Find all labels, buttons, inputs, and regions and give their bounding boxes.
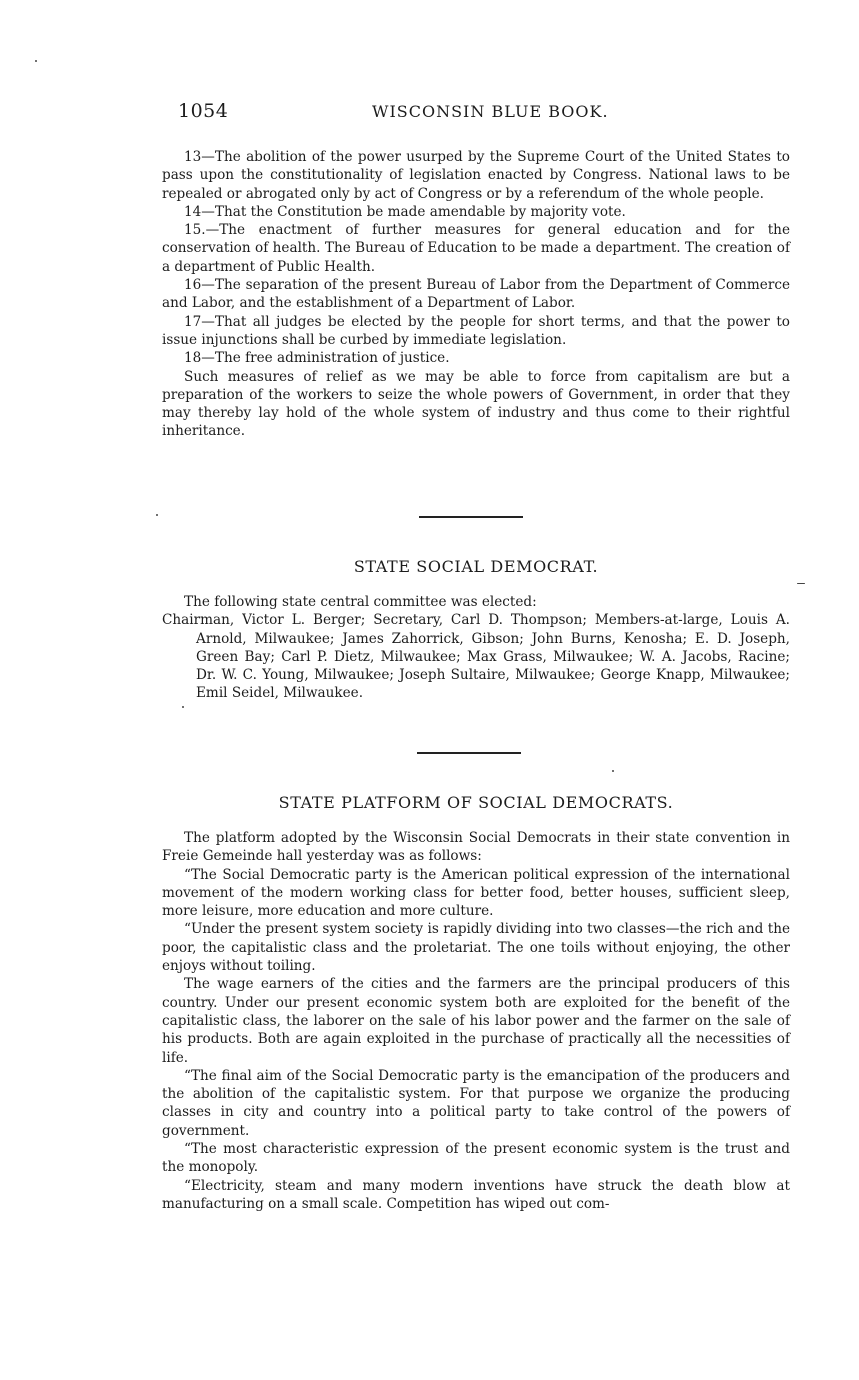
platform-items-block (162, 148, 790, 441)
platform-paragraph: “Under the present system society is rapidly dividing into two classes—the rich and the poor, the capitalistic class and the proletariat. The one toils without enjoying, the other enjoys without toiling. (162, 921, 790, 975)
committee-block (162, 593, 790, 703)
platform-paragraph: “The most characteristic expression of the present economic system is the trust and the monopoly. (162, 1141, 790, 1176)
section-divider (419, 516, 523, 518)
committee-intro: The following state central committee was elected: (184, 594, 537, 610)
scan-speck (612, 770, 614, 772)
platform-item-18: 18—The free administration of justice. (184, 350, 450, 367)
platform-paragraph: The platform adopted by the Wisconsin Social Democrats in their state convention in Freie Gemeinde hall yesterday was as follows: (162, 830, 790, 865)
page-header (178, 100, 618, 126)
section-title-state-social-democrat: STATE SOCIAL DEMOCRAT. (353, 557, 599, 576)
section-title-state-platform: STATE PLATFORM OF SOCIAL DEMOCRATS. (278, 793, 674, 812)
platform-item-14: 14—That the Constitution be made amendable by majority vote. (184, 203, 626, 220)
scan-speck (156, 514, 158, 516)
platform-item-13: 13—The abolition of the power usurped by the Supreme Court of the United States to pass upon the constitutionality of legislation enacted by Congress. National laws to be repealed or abrogated only by act of Congress or by a referendum of the whole people. (162, 149, 790, 202)
scan-speck (35, 60, 37, 62)
platform-item-16: 16—The separation of the present Bureau of Labor from the Department of Commerce and Labor, and the establishment of a Department of Labor. (162, 277, 790, 312)
platform-item-15: 15.—The enactment of further measures for general education and for the conservation of health. The Bureau of Education to be made a department. The creation of a department of Public Health. (162, 222, 790, 275)
committee-list: Chairman, Victor L. Berger; Secretary, Carl D. Thompson; Members-at-large, Louis A. Arnold, Milwaukee; James Zahorrick, Gibson; John Burns, Kenosha; E. D. Joseph, Green Bay; Carl P. Dietz, Milwaukee; Max Grass, Milwaukee; W. A. Jacobs, Racine; Dr. W. C. Young, Milwaukee; Joseph Sultaire, Milwaukee; George Knapp, Milwaukee; Emil Seidel, Milwaukee. (162, 612, 790, 702)
platform-paragraph: The wage earners of the cities and the farmers are the principal producers of this country. Under our present economic system both are exploited for the benefit of the capitalistic class, the laborer on the sale of his labor power and the farmer on the sale of his products. Both are again exploited in the purchase of practically all the necessities of life. (162, 976, 790, 1066)
platform-paragraph: “Electricity, steam and many modern inventions have struck the death blow at manufacturing on a small scale. Competition has wiped out com- (162, 1177, 790, 1212)
platform-closing-paragraph: Such measures of relief as we may be able to force from capitalism are but a preparation of the workers to seize the whole powers of Government, in order that they may thereby lay hold of the whole system of industry and thus come to their rightful inheritance. (162, 368, 790, 440)
running-head: WISCONSIN BLUE BOOK. (372, 102, 609, 121)
scan-speck (182, 706, 184, 708)
scan-speck (797, 583, 805, 584)
page-number: 1054 (178, 100, 229, 122)
platform-paragraph: “The final aim of the Social Democratic party is the emancipation of the producers and the abolition of the capitalistic system. For that purpose we organize the producing classes in city and country into a political party to take control of the powers of government. (162, 1067, 790, 1139)
platform-paragraph: “The Social Democratic party is the American political expression of the international movement of the modern working class for better food, better houses, sufficient sleep, more leisure, more education and more culture. (162, 866, 790, 920)
section-divider (417, 752, 521, 754)
platform-item-17: 17—That all judges be elected by the people for short terms, and that the power to issue injunctions shall be curbed by immediate legislation. (162, 313, 790, 348)
state-platform-block (162, 829, 790, 1213)
